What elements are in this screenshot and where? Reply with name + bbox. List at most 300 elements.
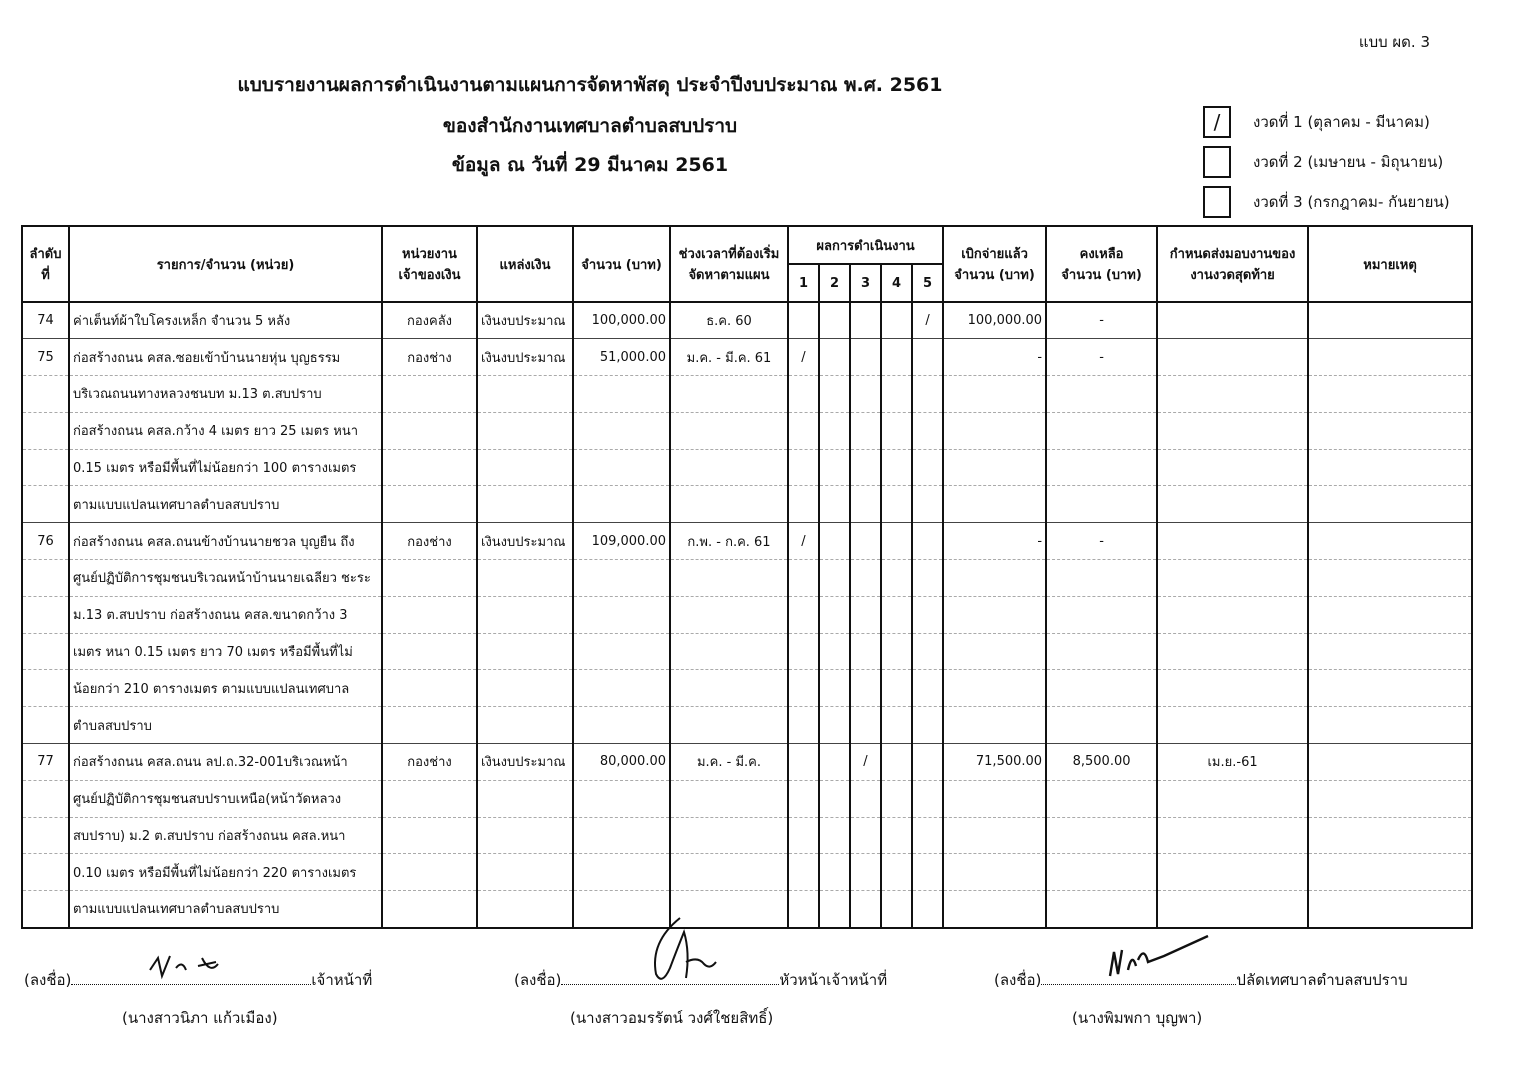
row-paid: [943, 854, 1046, 891]
row-step-4: [881, 670, 912, 707]
row-step-5: [912, 376, 943, 413]
row-source: [477, 412, 573, 449]
row-period: [670, 486, 788, 523]
row-deadline: [1157, 486, 1308, 523]
row-amount: 100,000.00: [573, 302, 670, 339]
row-no: [22, 486, 69, 523]
row-step-4: [881, 854, 912, 891]
row-step-4: [881, 339, 912, 376]
row-step-3: [850, 817, 881, 854]
row-step-4: [881, 817, 912, 854]
report-title: แบบรายงานผลการดำเนินงานตามแผนการจัดหาพัสดุ ประจำปีงบประมาณ พ.ศ. 2561: [237, 74, 943, 96]
row-remain: -: [1046, 302, 1157, 339]
row-note: [1308, 302, 1472, 339]
row-step-3: [850, 449, 881, 486]
row-amount: 109,000.00: [573, 523, 670, 560]
header-period: ช่วงเวลาที่ต้องเริ่ม จัดหาตามแผน: [670, 226, 788, 302]
row-step-4: [881, 560, 912, 597]
row-step-1: [788, 302, 819, 339]
row-unit: [382, 560, 477, 597]
row-deadline: [1157, 560, 1308, 597]
row-item: ก่อสร้างถนน คสล.ซอยเข้าบ้านนายหุ่น บุญธรรม: [69, 339, 382, 376]
row-step-3: [850, 707, 881, 744]
row-amount: [573, 780, 670, 817]
row-deadline: [1157, 780, 1308, 817]
row-item: ก่อสร้างถนน คสล.กว้าง 4 เมตร ยาว 25 เมตร หนา: [69, 412, 382, 449]
row-source: [477, 596, 573, 633]
row-source: เงินงบประมาณ: [477, 744, 573, 781]
header-step-2: 2: [819, 264, 850, 302]
row-period: [670, 854, 788, 891]
row-period: [670, 412, 788, 449]
row-deadline: [1157, 302, 1308, 339]
row-no: 74: [22, 302, 69, 339]
row-paid: [943, 670, 1046, 707]
row-remain: 8,500.00: [1046, 744, 1157, 781]
signatory-name-officer: (นางสาวนิภา แก้วเมือง): [122, 1009, 278, 1027]
header-amount: จำนวน (บาท): [573, 226, 670, 302]
row-paid: [943, 449, 1046, 486]
row-no: 75: [22, 339, 69, 376]
row-step-3: [850, 412, 881, 449]
row-amount: 80,000.00: [573, 744, 670, 781]
row-step-3: [850, 633, 881, 670]
row-paid: 100,000.00: [943, 302, 1046, 339]
sign-role: เจ้าหน้าที่: [311, 971, 373, 989]
row-step-5: [912, 633, 943, 670]
period-option-2: [1203, 148, 1443, 176]
header-step-5: 5: [912, 264, 943, 302]
table-row: [22, 486, 1472, 523]
row-unit: กองคลัง: [382, 302, 477, 339]
handwritten-signature-3: [1104, 930, 1214, 984]
period-checkbox-3: [1203, 186, 1231, 218]
row-source: [477, 707, 573, 744]
header-step-4: 4: [881, 264, 912, 302]
row-amount: [573, 486, 670, 523]
row-period: ม.ค. - มี.ค. 61: [670, 339, 788, 376]
period-checkbox-1: /: [1203, 106, 1231, 138]
row-period: [670, 449, 788, 486]
row-step-4: [881, 412, 912, 449]
table-row: [22, 633, 1472, 670]
row-no: [22, 560, 69, 597]
table-row: [22, 523, 1472, 560]
row-deadline: [1157, 854, 1308, 891]
row-unit: [382, 891, 477, 928]
row-remain: [1046, 376, 1157, 413]
row-item: ค่าเต็นท์ผ้าใบโครงเหล็ก จำนวน 5 หลัง: [69, 302, 382, 339]
row-no: 77: [22, 744, 69, 781]
table-row: [22, 670, 1472, 707]
row-remain: [1046, 854, 1157, 891]
row-step-5: [912, 486, 943, 523]
row-item: ศูนย์ปฏิบัติการชุมชนบริเวณหน้าบ้านนายเฉลียว ชะระ: [69, 560, 382, 597]
row-paid: [943, 780, 1046, 817]
row-source: [477, 780, 573, 817]
row-note: [1308, 744, 1472, 781]
row-amount: [573, 376, 670, 413]
row-step-4: [881, 744, 912, 781]
row-source: [477, 817, 573, 854]
row-period: [670, 560, 788, 597]
row-step-1: [788, 854, 819, 891]
table-row: [22, 891, 1472, 928]
form-code: แบบ ผด. 3: [1358, 33, 1430, 51]
sign-role: หัวหน้าเจ้าหน้าที่: [779, 971, 888, 989]
sign-prefix: (ลงชื่อ): [24, 971, 72, 989]
row-step-5: [912, 339, 943, 376]
table-row: [22, 707, 1472, 744]
row-unit: [382, 854, 477, 891]
row-unit: กองช่าง: [382, 523, 477, 560]
table-row: [22, 596, 1472, 633]
row-unit: [382, 412, 477, 449]
period-option-3: [1203, 188, 1450, 216]
row-amount: [573, 670, 670, 707]
row-step-5: [912, 412, 943, 449]
row-item: ก่อสร้างถนน คสล.ถนนข้างบ้านนายชวล บุญยืน ถึง: [69, 523, 382, 560]
row-no: [22, 596, 69, 633]
row-deadline: [1157, 412, 1308, 449]
table-row: [22, 744, 1472, 781]
row-step-2: [819, 486, 850, 523]
row-source: เงินงบประมาณ: [477, 339, 573, 376]
row-note: [1308, 707, 1472, 744]
signatory-name-head: (นางสาวอมรรัตน์ วงศ์ใชยสิทธิ์): [570, 1009, 774, 1027]
table-row: [22, 412, 1472, 449]
row-step-1: [788, 670, 819, 707]
row-step-1: [788, 596, 819, 633]
row-period: [670, 817, 788, 854]
row-paid: [943, 412, 1046, 449]
header-item: รายการ/จำนวน (หน่วย): [69, 226, 382, 302]
row-unit: [382, 670, 477, 707]
row-step-5: [912, 744, 943, 781]
row-unit: [382, 817, 477, 854]
row-step-3: [850, 854, 881, 891]
row-amount: [573, 817, 670, 854]
table-row: [22, 854, 1472, 891]
row-step-2: [819, 670, 850, 707]
row-item: ม.13 ต.สบปราบ ก่อสร้างถนน คสล.ขนาดกว้าง 3: [69, 596, 382, 633]
header-paid: เบิกจ่ายแล้ว จำนวน (บาท): [943, 226, 1046, 302]
row-no: [22, 817, 69, 854]
row-note: [1308, 523, 1472, 560]
row-deadline: [1157, 596, 1308, 633]
row-note: [1308, 633, 1472, 670]
row-unit: [382, 449, 477, 486]
data-date: ข้อมูล ณ วันที่ 29 มีนาคม 2561: [451, 154, 729, 176]
signatory-name-deputy: (นางพิมพกา บุญพา): [1072, 1009, 1203, 1027]
row-step-3: [850, 523, 881, 560]
row-step-3: [850, 780, 881, 817]
sign-prefix: (ลงชื่อ): [994, 971, 1042, 989]
row-step-3: [850, 486, 881, 523]
row-no: [22, 707, 69, 744]
row-step-1: [788, 560, 819, 597]
row-note: [1308, 339, 1472, 376]
row-step-1: [788, 633, 819, 670]
row-deadline: [1157, 523, 1308, 560]
row-step-1: [788, 449, 819, 486]
row-item: ก่อสร้างถนน คสล.ถนน ลป.ถ.32-001บริเวณหน้า: [69, 744, 382, 781]
table-row: [22, 817, 1472, 854]
row-step-3: [850, 891, 881, 928]
row-unit: [382, 486, 477, 523]
row-step-2: [819, 412, 850, 449]
row-step-1: /: [788, 523, 819, 560]
row-source: [477, 854, 573, 891]
row-remain: [1046, 486, 1157, 523]
row-paid: [943, 707, 1046, 744]
row-source: [477, 449, 573, 486]
row-amount: [573, 707, 670, 744]
row-remain: [1046, 670, 1157, 707]
row-step-1: [788, 486, 819, 523]
row-step-2: [819, 891, 850, 928]
row-source: [477, 670, 573, 707]
row-amount: [573, 412, 670, 449]
row-item: ตามแบบแปลนเทศบาลตำบลสบปราบ: [69, 891, 382, 928]
row-no: [22, 780, 69, 817]
row-deadline: เม.ย.-61: [1157, 744, 1308, 781]
row-paid: [943, 560, 1046, 597]
row-paid: -: [943, 339, 1046, 376]
row-no: [22, 449, 69, 486]
row-source: เงินงบประมาณ: [477, 523, 573, 560]
handwritten-signature-1: [146, 948, 226, 984]
row-step-2: [819, 633, 850, 670]
row-step-3: [850, 560, 881, 597]
period-checkbox-2: [1203, 146, 1231, 178]
row-remain: [1046, 412, 1157, 449]
row-step-2: [819, 707, 850, 744]
row-no: [22, 376, 69, 413]
handwritten-signature-2: [640, 912, 720, 992]
row-deadline: [1157, 891, 1308, 928]
period-label-3: งวดที่ 3 (กรกฎาคม- กันยายน): [1253, 193, 1450, 211]
signature-line: [71, 984, 311, 985]
row-source: [477, 633, 573, 670]
row-step-4: [881, 486, 912, 523]
row-step-1: [788, 376, 819, 413]
row-step-2: [819, 596, 850, 633]
row-step-3: [850, 376, 881, 413]
header-step-1: 1: [788, 264, 819, 302]
row-step-3: /: [850, 744, 881, 781]
row-item: เมตร หนา 0.15 เมตร ยาว 70 เมตร หรือมีพื้นที่ไม่: [69, 633, 382, 670]
row-note: [1308, 596, 1472, 633]
row-no: [22, 412, 69, 449]
row-no: [22, 854, 69, 891]
header-no: ลำดับ ที่: [22, 226, 69, 302]
row-paid: [943, 376, 1046, 413]
row-item: บริเวณถนนทางหลวงชนบท ม.13 ต.สบปราบ: [69, 376, 382, 413]
row-step-5: [912, 854, 943, 891]
header-note: หมายเหตุ: [1308, 226, 1472, 302]
row-note: [1308, 449, 1472, 486]
row-no: 76: [22, 523, 69, 560]
row-amount: [573, 633, 670, 670]
row-note: [1308, 560, 1472, 597]
row-amount: 51,000.00: [573, 339, 670, 376]
row-deadline: [1157, 817, 1308, 854]
table-header: [22, 226, 1472, 302]
row-period: [670, 780, 788, 817]
table-row: [22, 376, 1472, 413]
row-step-5: /: [912, 302, 943, 339]
row-remain: -: [1046, 523, 1157, 560]
row-unit: กองช่าง: [382, 744, 477, 781]
row-remain: [1046, 780, 1157, 817]
row-item: สบปราบ) ม.2 ต.สบปราบ ก่อสร้างถนน คสล.หนา: [69, 817, 382, 854]
office-title: ของสำนักงานเทศบาลตำบลสบปราบ: [442, 115, 738, 137]
table-body: [22, 302, 1472, 928]
row-amount: [573, 854, 670, 891]
row-step-2: [819, 817, 850, 854]
row-note: [1308, 670, 1472, 707]
row-deadline: [1157, 707, 1308, 744]
row-note: [1308, 780, 1472, 817]
row-item: ตำบลสบปราบ: [69, 707, 382, 744]
table-row: [22, 302, 1472, 339]
row-step-1: /: [788, 339, 819, 376]
row-step-4: [881, 523, 912, 560]
row-period: [670, 707, 788, 744]
row-step-1: [788, 780, 819, 817]
row-step-5: [912, 560, 943, 597]
row-step-3: [850, 596, 881, 633]
sign-role: ปลัดเทศบาลตำบลสบปราบ: [1236, 971, 1408, 989]
row-remain: [1046, 633, 1157, 670]
row-step-5: [912, 817, 943, 854]
row-paid: -: [943, 523, 1046, 560]
row-step-4: [881, 596, 912, 633]
row-deadline: [1157, 449, 1308, 486]
row-step-1: [788, 707, 819, 744]
table-row: [22, 780, 1472, 817]
row-step-2: [819, 780, 850, 817]
row-unit: [382, 596, 477, 633]
row-step-1: [788, 817, 819, 854]
row-step-4: [881, 780, 912, 817]
row-unit: [382, 376, 477, 413]
row-note: [1308, 891, 1472, 928]
row-step-2: [819, 523, 850, 560]
row-source: [477, 376, 573, 413]
row-amount: [573, 560, 670, 597]
row-unit: [382, 780, 477, 817]
row-step-3: [850, 339, 881, 376]
row-remain: [1046, 560, 1157, 597]
row-step-5: [912, 780, 943, 817]
row-step-4: [881, 302, 912, 339]
row-step-1: [788, 891, 819, 928]
header-step-3: 3: [850, 264, 881, 302]
row-remain: [1046, 891, 1157, 928]
header-result: ผลการดำเนินงาน: [788, 226, 943, 264]
row-step-5: [912, 670, 943, 707]
row-deadline: [1157, 339, 1308, 376]
row-step-4: [881, 707, 912, 744]
row-step-5: [912, 891, 943, 928]
row-remain: [1046, 817, 1157, 854]
row-period: ธ.ค. 60: [670, 302, 788, 339]
row-period: [670, 633, 788, 670]
row-amount: [573, 449, 670, 486]
period-label-1: งวดที่ 1 (ตุลาคม - มีนาคม): [1253, 113, 1430, 131]
row-remain: [1046, 707, 1157, 744]
row-item: น้อยกว่า 210 ตารางเมตร ตามแบบแปลนเทศบาล: [69, 670, 382, 707]
row-step-1: [788, 412, 819, 449]
row-step-2: [819, 376, 850, 413]
row-step-5: [912, 449, 943, 486]
row-period: [670, 376, 788, 413]
row-paid: [943, 891, 1046, 928]
row-source: [477, 891, 573, 928]
row-source: [477, 560, 573, 597]
row-step-5: [912, 596, 943, 633]
row-paid: 71,500.00: [943, 744, 1046, 781]
row-step-2: [819, 302, 850, 339]
row-deadline: [1157, 376, 1308, 413]
row-note: [1308, 486, 1472, 523]
row-no: [22, 633, 69, 670]
procurement-table: [21, 225, 1473, 929]
row-step-3: [850, 670, 881, 707]
row-step-4: [881, 633, 912, 670]
row-remain: [1046, 596, 1157, 633]
row-item: 0.10 เมตร หรือมีพื้นที่ไม่น้อยกว่า 220 ตารางเมตร: [69, 854, 382, 891]
row-paid: [943, 633, 1046, 670]
row-step-2: [819, 339, 850, 376]
row-note: [1308, 412, 1472, 449]
row-unit: [382, 707, 477, 744]
row-step-2: [819, 854, 850, 891]
row-step-1: [788, 744, 819, 781]
table-row: [22, 560, 1472, 597]
row-amount: [573, 596, 670, 633]
row-step-4: [881, 891, 912, 928]
period-option-1: [1203, 108, 1430, 136]
row-step-5: [912, 523, 943, 560]
row-remain: -: [1046, 339, 1157, 376]
row-deadline: [1157, 670, 1308, 707]
row-source: เงินงบประมาณ: [477, 302, 573, 339]
sign-prefix: (ลงชื่อ): [514, 971, 562, 989]
row-remain: [1046, 449, 1157, 486]
header-unit: หน่วยงาน เจ้าของเงิน: [382, 226, 477, 302]
row-step-2: [819, 744, 850, 781]
header-deadline: กำหนดส่งมอบงานของ งานงวดสุดท้าย: [1157, 226, 1308, 302]
row-note: [1308, 817, 1472, 854]
row-period: [670, 596, 788, 633]
row-paid: [943, 486, 1046, 523]
row-deadline: [1157, 633, 1308, 670]
row-item: ตามแบบแปลนเทศบาลตำบลสบปราบ: [69, 486, 382, 523]
row-item: ศูนย์ปฏิบัติการชุมชนสบปราบเหนือ(หน้าวัดหลวง: [69, 780, 382, 817]
row-no: [22, 670, 69, 707]
row-paid: [943, 817, 1046, 854]
row-step-4: [881, 376, 912, 413]
row-step-3: [850, 302, 881, 339]
row-step-2: [819, 449, 850, 486]
header-source: แหล่งเงิน: [477, 226, 573, 302]
row-note: [1308, 376, 1472, 413]
row-unit: [382, 633, 477, 670]
table-row: [22, 449, 1472, 486]
